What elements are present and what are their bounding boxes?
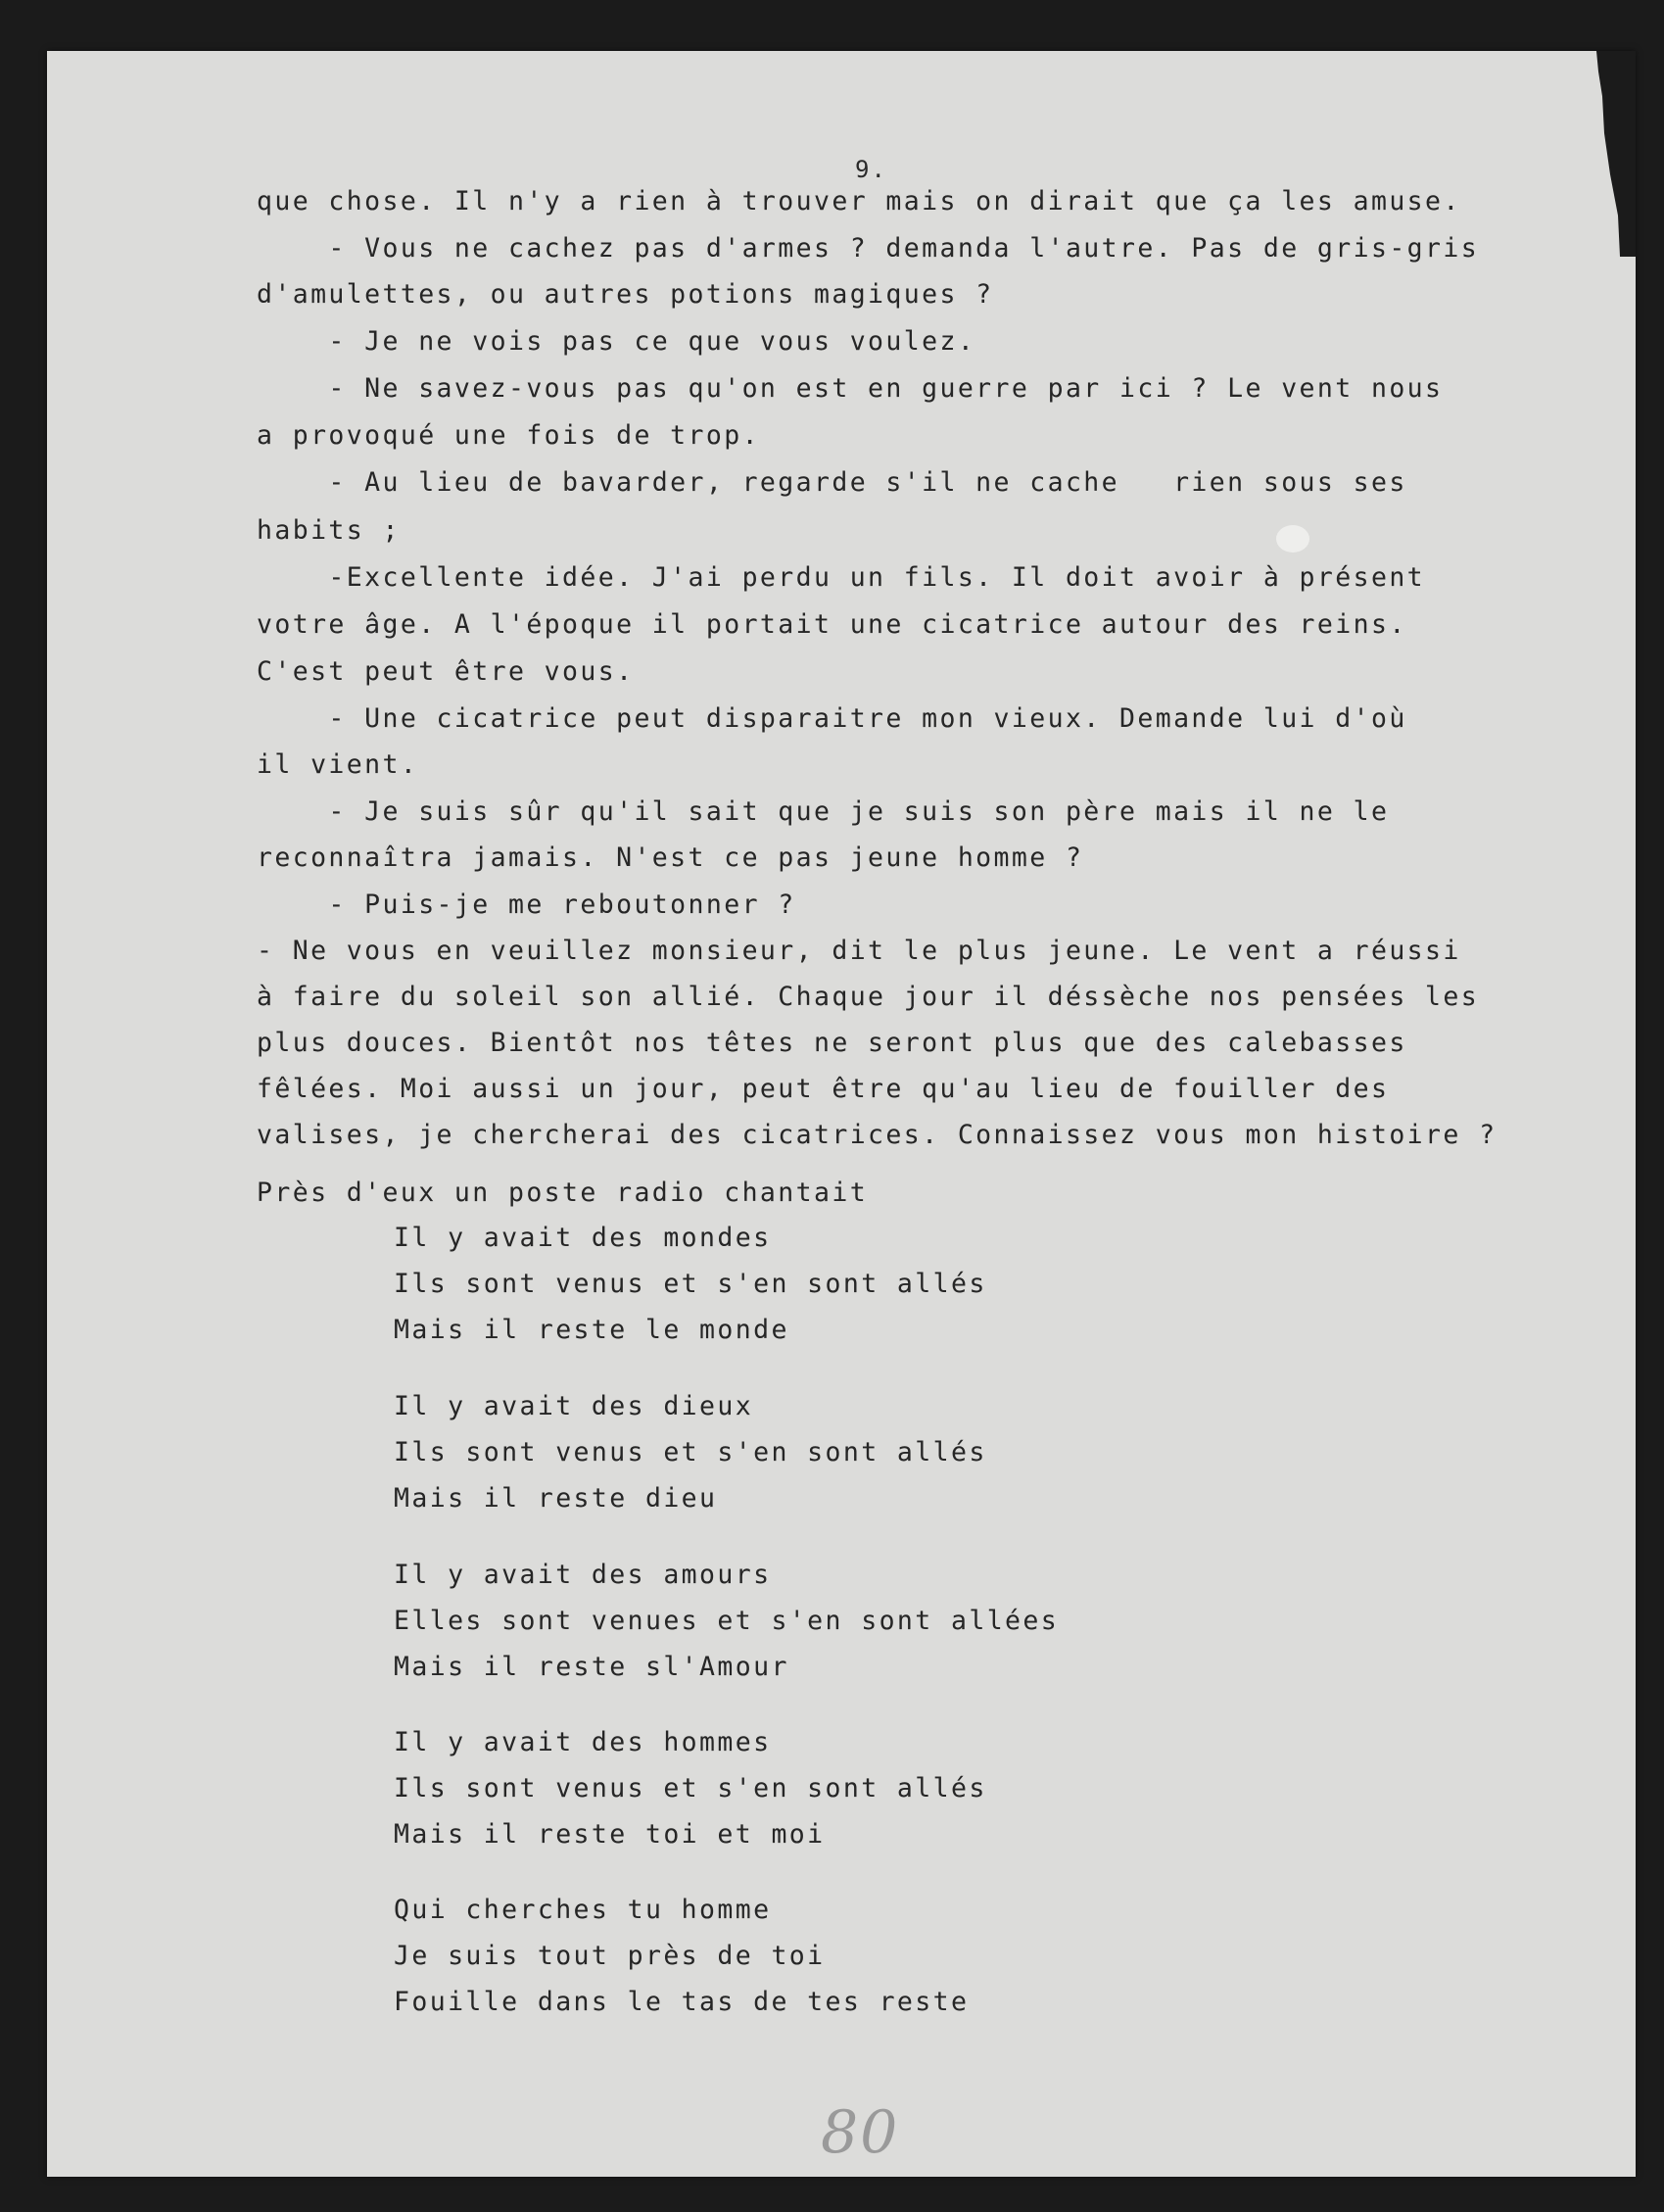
poem-line: Ils sont venus et s'en sont allés xyxy=(394,1437,987,1467)
body-line: d'amulettes, ou autres potions magiques ? xyxy=(257,279,994,310)
body-line: - Je ne vois pas ce que vous voulez. xyxy=(257,326,976,357)
poem-line: Mais il reste toi et moi xyxy=(394,1819,826,1850)
body-line: il vient. xyxy=(257,749,419,780)
poem-line: Il y avait des mondes xyxy=(394,1223,772,1253)
poem-line: Je suis tout près de toi xyxy=(394,1941,826,1971)
body-line: - Ne vous en veuillez monsieur, dit le plus jeune. Le vent a réussi xyxy=(257,936,1461,966)
page-number: 9. xyxy=(855,156,887,183)
poem-line: Qui cherches tu homme xyxy=(394,1895,772,1925)
body-line: - Ne savez-vous pas qu'on est en guerre par ici ? Le vent nous xyxy=(257,373,1444,404)
poem-line: Il y avait des dieux xyxy=(394,1391,754,1421)
poem-line: Il y avait des hommes xyxy=(394,1727,772,1757)
body-line: reconnaîtra jamais. N'est ce pas jeune homme ? xyxy=(257,842,1084,873)
torn-corner xyxy=(1596,51,1636,257)
handwritten-page-number: 80 xyxy=(821,2098,900,2167)
poem-line: Ils sont venus et s'en sont allés xyxy=(394,1269,987,1299)
body-line: - Au lieu de bavarder, regarde s'il ne cache rien sous ses xyxy=(257,467,1407,498)
paper-sheet xyxy=(47,51,1636,2177)
poem-line: Elles sont venues et s'en sont allées xyxy=(394,1606,1060,1636)
correction-spot xyxy=(1276,525,1309,553)
body-line: -Excellente idée. J'ai perdu un fils. Il doit avoir à présent xyxy=(257,562,1426,593)
body-line: Près d'eux un poste radio chantait xyxy=(257,1178,869,1208)
body-line: - Une cicatrice peut disparaitre mon vieux. Demande lui d'où xyxy=(257,703,1407,734)
poem-line: Fouille dans le tas de tes reste xyxy=(394,1987,970,2017)
body-line: votre âge. A l'époque il portait une cicatrice autour des reins. xyxy=(257,609,1407,640)
poem-line: Ils sont venus et s'en sont allés xyxy=(394,1773,987,1803)
poem-line: Mais il reste le monde xyxy=(394,1315,789,1345)
body-line: - Vous ne cachez pas d'armes ? demanda l'autre. Pas de gris-gris xyxy=(257,233,1480,264)
body-line: que chose. Il n'y a rien à trouver mais on dirait que ça les amuse. xyxy=(257,186,1461,216)
body-line: habits ; xyxy=(257,515,401,546)
body-line: - Je suis sûr qu'il sait que je suis son père mais il ne le xyxy=(257,796,1390,827)
body-line: à faire du soleil son allié. Chaque jour il déssèche nos pensées les xyxy=(257,982,1480,1012)
body-line: C'est peut être vous. xyxy=(257,656,635,687)
poem-line: Mais il reste sl'Amour xyxy=(394,1652,789,1682)
body-line: - Puis-je me reboutonner ? xyxy=(257,890,796,920)
body-line: plus douces. Bientôt nos têtes ne seront plus que des calebasses xyxy=(257,1028,1407,1058)
body-line: fêlées. Moi aussi un jour, peut être qu'au lieu de fouiller des xyxy=(257,1074,1390,1104)
body-line: valises, je chercherai des cicatrices. Connaissez vous mon histoire ? xyxy=(257,1120,1498,1150)
poem-line: Mais il reste dieu xyxy=(394,1483,718,1514)
body-line: a provoqué une fois de trop. xyxy=(257,420,760,451)
poem-line: Il y avait des amours xyxy=(394,1560,772,1590)
